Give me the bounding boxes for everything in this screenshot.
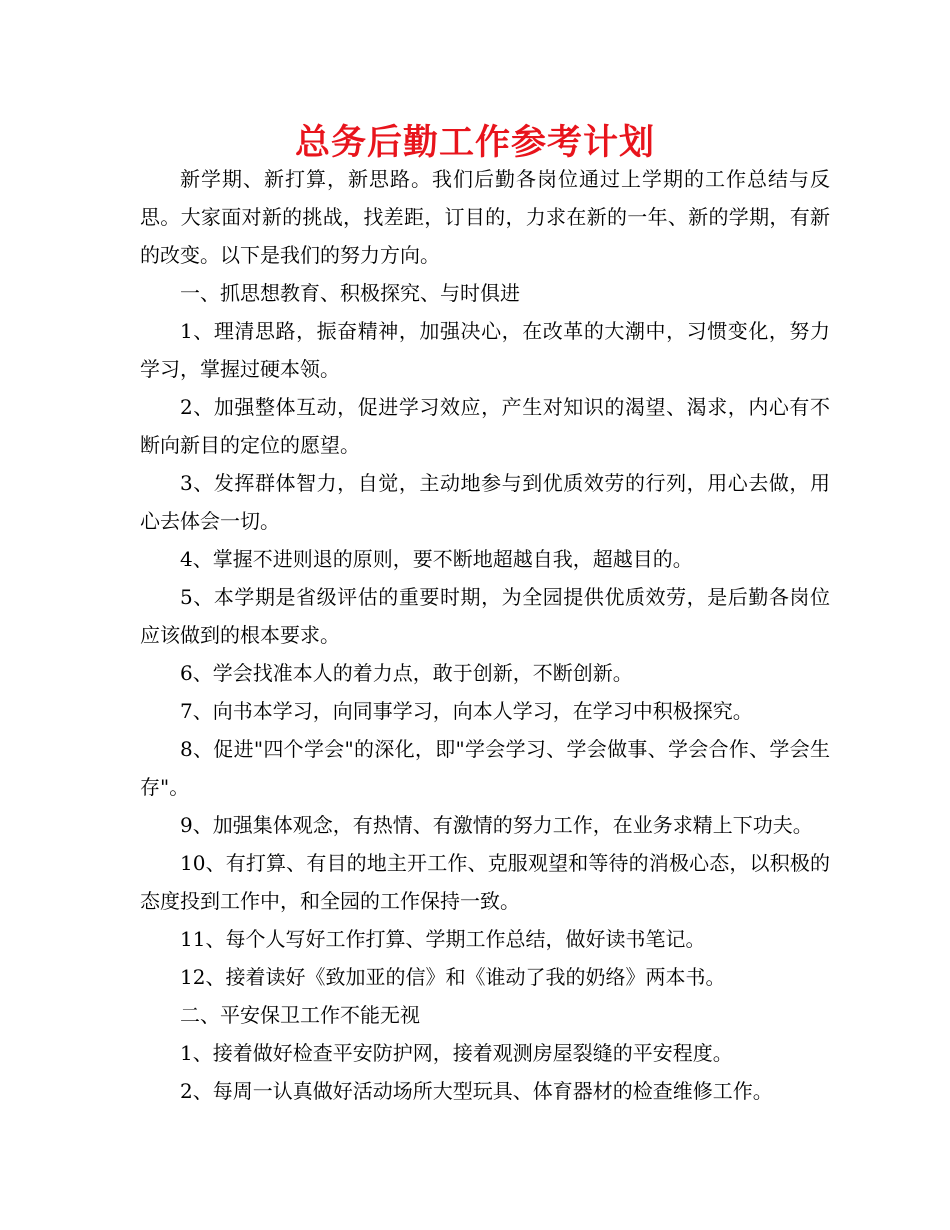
section2-list-item-1: 1、接着做好检查平安防护网，接着观测房屋裂缝的平安程度。 bbox=[180, 1041, 733, 1065]
list-item-6: 6、学会找准本人的着力点，敢于创新，不断创新。 bbox=[180, 661, 633, 685]
list-item-8: 8、促进"四个学会"的深化，即"学会学习、学会做事、学会合作、学会生存"。 bbox=[140, 737, 830, 799]
list-item-7: 7、向书本学习，向同事学习，向本人学习，在学习中积极探究。 bbox=[180, 699, 753, 723]
list-item-10: 10、有打算、有目的地主开工作、克服观望和等待的消极心态，以积极的态度投到工作中，和全园的工作保持一致。 bbox=[140, 851, 830, 913]
document-title: 总务后勤工作参考计划 bbox=[294, 123, 655, 163]
list-item-12: 12、接着读好《致加亚的信》和《谁动了我的奶络》两本书。 bbox=[180, 965, 726, 989]
list-item-1: 1、理清思路，振奋精神，加强决心，在改革的大潮中，习惯变化，努力学习，掌握过硬本领。 bbox=[140, 319, 830, 381]
section-heading-1: 一、抓思想教育、积极探究、与时俱进 bbox=[180, 281, 520, 305]
list-item-4: 4、掌握不进则退的原则，要不断地超越自我，超越目的。 bbox=[180, 547, 693, 571]
paragraph-intro: 新学期、新打算，新思路。我们后勤各岗位通过上学期的工作总结与反思。大家面对新的挑战，找差距，订目的，力求在新的一年、新的学期，有新的改变。以下是我们的努力方向。 bbox=[140, 167, 830, 267]
list-item-9: 9、加强集体观念，有热情、有激情的努力工作，在业务求精上下功夫。 bbox=[180, 813, 813, 837]
list-item-5: 5、本学期是省级评估的重要时期，为全园提供优质效劳，是后勤各岗位应该做到的根本要求。 bbox=[140, 585, 830, 647]
list-item-11: 11、每个人写好工作打算、学期工作总结，做好读书笔记。 bbox=[180, 927, 706, 951]
document-body bbox=[140, 160, 830, 1110]
section-heading-2: 二、平安保卫工作不能无视 bbox=[180, 1003, 420, 1027]
list-item-2: 2、加强整体互动，促进学习效应，产生对知识的渴望、渴求，内心有不断向新目的定位的愿望。 bbox=[140, 395, 830, 457]
list-item-3: 3、发挥群体智力，自觉，主动地参与到优质效劳的行列，用心去做，用心去体会一切。 bbox=[140, 471, 830, 533]
section2-list-item-2: 2、每周一认真做好活动场所大型玩具、体育器材的检查维修工作。 bbox=[180, 1079, 773, 1103]
